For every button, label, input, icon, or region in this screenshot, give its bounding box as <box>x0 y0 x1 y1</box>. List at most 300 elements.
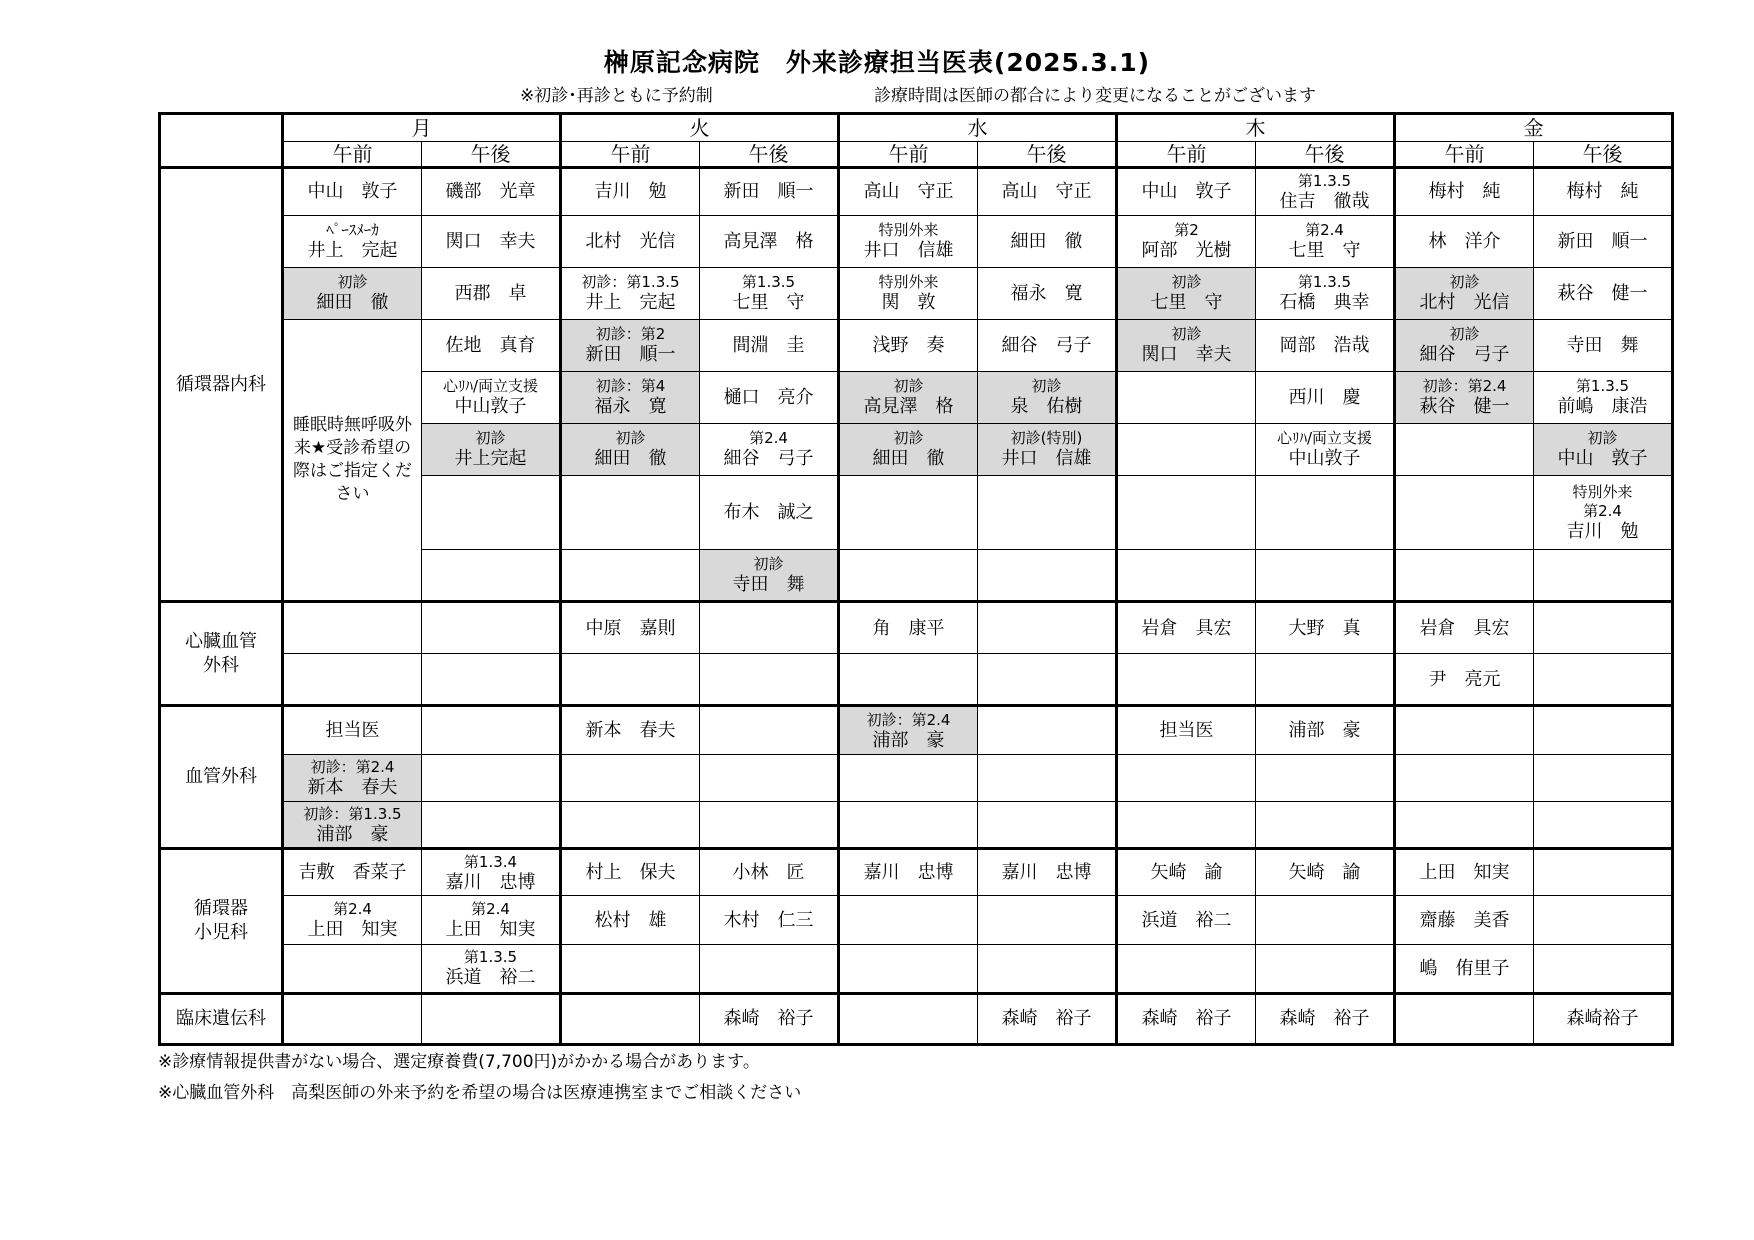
schedule-table <box>158 112 1674 1046</box>
schedule-cell <box>839 423 978 475</box>
schedule-note: 初診：第2.4 <box>310 758 395 777</box>
schedule-note: 第1.3.5 <box>1297 171 1352 190</box>
schedule-cell <box>700 215 839 267</box>
schedule-cell <box>700 550 839 602</box>
schedule-cell <box>1117 371 1256 423</box>
doctor-name: 新田 順一 <box>723 181 814 203</box>
schedule-cell <box>1256 267 1395 319</box>
doctor-name: 新本 春夫 <box>307 777 398 799</box>
schedule-cell <box>1117 215 1256 267</box>
doctor-name: 七里 守 <box>732 292 805 314</box>
dept-pediatric-cardiology <box>160 849 283 994</box>
schedule-cell <box>1534 849 1673 896</box>
doctor-name: 高見澤 格 <box>863 396 954 418</box>
half-header-row <box>160 141 1673 168</box>
schedule-cell <box>283 849 422 896</box>
schedule-cell <box>422 319 561 371</box>
doctor-name: 萩谷 健一 <box>1557 282 1648 304</box>
schedule-cell <box>1534 654 1673 706</box>
sleep-apnea-note <box>283 319 422 601</box>
table-row <box>160 215 1673 267</box>
table-row <box>160 944 1673 993</box>
schedule-note: 初診 <box>1031 377 1062 396</box>
doctor-name: 中原 嘉則 <box>585 617 676 639</box>
schedule-note: 初診 <box>1449 273 1480 292</box>
schedule-note: 特別外来 <box>1572 483 1633 502</box>
schedule-cell <box>422 215 561 267</box>
doctor-name: 七里 守 <box>1288 240 1361 262</box>
doctor-name: 森崎裕子 <box>1566 1008 1639 1030</box>
schedule-cell <box>1534 550 1673 602</box>
doctor-name: 浜道 裕二 <box>1141 909 1232 931</box>
doctor-name: 浦部 豪 <box>316 823 389 845</box>
doctor-name: 上田 知実 <box>307 919 398 941</box>
schedule-note: 初診 <box>1171 325 1202 344</box>
schedule-note: 初診 <box>1171 273 1202 292</box>
schedule-cell <box>1395 654 1534 706</box>
schedule-cell <box>839 896 978 945</box>
schedule-cell <box>422 475 561 549</box>
schedule-cell <box>700 319 839 371</box>
schedule-note: 初診：第2 <box>595 325 666 344</box>
doctor-name: 関口 幸夫 <box>1141 344 1232 366</box>
doctor-name: 井上 完起 <box>307 240 398 262</box>
doctor-name: 細谷 弓子 <box>723 448 814 470</box>
doctor-name: 担当医 <box>1159 720 1214 742</box>
doctor-name: 嶋 侑里子 <box>1419 957 1510 979</box>
schedule-cell <box>422 755 561 802</box>
doctor-name: 小林 匠 <box>732 862 805 884</box>
doctor-name: 浦部 豪 <box>1288 720 1361 742</box>
schedule-cell <box>1395 475 1534 549</box>
doctor-name: 細田 徹 <box>594 448 667 470</box>
doctor-name: 前嶋 康浩 <box>1557 396 1648 418</box>
schedule-cell <box>1256 944 1395 993</box>
schedule-cell <box>561 267 700 319</box>
schedule-note: 初診 <box>1449 325 1480 344</box>
schedule-cell <box>700 168 839 216</box>
doctor-name: 森崎 裕子 <box>1001 1008 1092 1030</box>
schedule-note: 初診 <box>337 273 368 292</box>
schedule-cell <box>978 896 1117 945</box>
doctor-name: 岩倉 具宏 <box>1419 617 1510 639</box>
schedule-cell <box>978 602 1117 654</box>
schedule-cell <box>422 654 561 706</box>
day-header-tue: 火 <box>561 114 839 142</box>
doctor-name: 上田 知実 <box>1419 862 1510 884</box>
schedule-cell <box>1256 602 1395 654</box>
schedule-cell <box>839 215 978 267</box>
schedule-cell <box>839 319 978 371</box>
schedule-cell <box>700 802 839 849</box>
doctor-name: 磯部 光章 <box>445 181 536 203</box>
doctor-name: 大野 真 <box>1288 617 1361 639</box>
schedule-cell <box>1256 654 1395 706</box>
schedule-note: 初診：第2.4 <box>866 710 951 729</box>
table-row <box>160 802 1673 849</box>
schedule-cell <box>1395 944 1534 993</box>
schedule-note: 第2.4 <box>1305 221 1344 240</box>
table-row <box>160 267 1673 319</box>
dept-label-line: 循環器 <box>194 898 248 920</box>
doctor-name: 中山敦子 <box>454 396 527 418</box>
schedule-cell <box>1256 896 1395 945</box>
doctor-name: 福永 寛 <box>594 396 667 418</box>
schedule-cell <box>978 849 1117 896</box>
schedule-cell <box>1395 168 1534 216</box>
schedule-cell <box>561 993 700 1044</box>
doctor-name: 新田 順一 <box>1557 230 1648 252</box>
doctor-name: 七里 守 <box>1150 292 1223 314</box>
footnote-surgery-consult: ※心臓血管外科 高梨医師の外来予約を希望の場合は医療連携室までご相談ください <box>158 1083 802 1103</box>
schedule-cell <box>700 706 839 755</box>
table-row <box>160 706 1673 755</box>
doctor-name: 寺田 舞 <box>1566 334 1639 356</box>
schedule-cell <box>700 849 839 896</box>
schedule-note: ﾍﾟｰｽﾒｰｶ <box>326 221 379 240</box>
doctor-name: 矢崎 諭 <box>1150 862 1223 884</box>
schedule-cell <box>700 755 839 802</box>
doctor-name: 嘉川 忠博 <box>445 871 536 893</box>
schedule-cell <box>283 267 422 319</box>
doctor-name: 高見澤 格 <box>723 230 814 252</box>
page-title: 榊原記念病院 外来診療担当医表(2025.3.1) <box>603 48 1151 77</box>
schedule-cell <box>700 896 839 945</box>
doctor-name: 細田 徹 <box>316 292 389 314</box>
doctor-name: 浜道 裕二 <box>445 967 536 989</box>
schedule-note: 特別外来 <box>878 221 939 240</box>
table-row <box>160 993 1673 1044</box>
schedule-cell <box>839 755 978 802</box>
doctor-name: 岩倉 具宏 <box>1141 617 1232 639</box>
schedule-cell <box>1534 755 1673 802</box>
schedule-cell <box>1395 755 1534 802</box>
schedule-note: 初診 <box>615 429 646 448</box>
schedule-cell <box>1395 215 1534 267</box>
schedule-cell <box>1534 706 1673 755</box>
doctor-name: 関口 幸夫 <box>445 230 536 252</box>
doctor-name: 阿部 光樹 <box>1141 240 1232 262</box>
schedule-cell <box>1395 802 1534 849</box>
schedule-note: 心ﾘﾊ/両立支援 <box>1276 429 1373 448</box>
schedule-cell <box>700 993 839 1044</box>
schedule-cell <box>1256 475 1395 549</box>
schedule-cell <box>978 267 1117 319</box>
doctor-name: 嘉川 忠博 <box>863 862 954 884</box>
schedule-cell <box>700 654 839 706</box>
schedule-note: 第1.3.5 <box>741 273 796 292</box>
doctor-name: 泉 佑樹 <box>1010 396 1083 418</box>
doctor-name: 布木 誠之 <box>723 502 814 524</box>
doctor-name: 関 敦 <box>881 292 936 314</box>
sleep-apnea-note-text: 睡眠時無呼吸外来★受診希望の際はご指定ください <box>293 415 412 505</box>
schedule-cell <box>1117 423 1256 475</box>
schedule-cell <box>1534 602 1673 654</box>
doctor-name: 浅野 奏 <box>872 334 945 356</box>
schedule-cell <box>1534 802 1673 849</box>
doctor-name: 中山 敦子 <box>1557 448 1648 470</box>
schedule-cell <box>839 168 978 216</box>
doctor-name: 松村 雄 <box>594 909 667 931</box>
schedule-cell <box>839 706 978 755</box>
reservation-note: ※初診･再診ともに予約制 <box>520 86 713 106</box>
doctor-name: 福永 寛 <box>1010 282 1083 304</box>
schedule-cell <box>422 423 561 475</box>
schedule-cell <box>1117 993 1256 1044</box>
doctor-name: 井口 信雄 <box>1001 448 1092 470</box>
doctor-name: 石橋 典幸 <box>1279 292 1370 314</box>
schedule-cell <box>1256 371 1395 423</box>
schedule-cell <box>561 319 700 371</box>
schedule-cell <box>1395 896 1534 945</box>
schedule-cell <box>1395 849 1534 896</box>
schedule-cell <box>422 896 561 945</box>
doctor-name: 嘉川 忠博 <box>1001 862 1092 884</box>
doctor-name: 森崎 裕子 <box>1141 1008 1232 1030</box>
schedule-cell <box>1534 944 1673 993</box>
schedule-note: 第1.3.5 <box>1297 273 1352 292</box>
day-header-thu: 木 <box>1117 114 1395 142</box>
doctor-name: 西郡 卓 <box>454 282 527 304</box>
schedule-cell <box>1395 602 1534 654</box>
doctor-name: 木村 仁三 <box>723 909 814 931</box>
schedule-cell <box>561 896 700 945</box>
schedule-note: 第1.3.4 <box>463 852 518 871</box>
schedule-cell <box>561 168 700 216</box>
schedule-note: 第2.4 <box>471 900 510 919</box>
doctor-name: 住吉 徹哉 <box>1279 190 1370 212</box>
schedule-cell <box>839 993 978 1044</box>
schedule-cell <box>1117 654 1256 706</box>
schedule-cell <box>1117 944 1256 993</box>
schedule-note: 第2.4 <box>749 429 788 448</box>
schedule-cell <box>283 755 422 802</box>
schedule-cell <box>700 423 839 475</box>
dept-clinical-genetics: 臨床遺伝科 <box>160 993 283 1044</box>
schedule-cell <box>1534 475 1673 549</box>
schedule-cell <box>1256 319 1395 371</box>
schedule-cell <box>1117 849 1256 896</box>
dept-cardiology: 循環器内科 <box>160 168 283 602</box>
schedule-cell <box>700 475 839 549</box>
schedule-cell <box>978 475 1117 549</box>
doctor-name: 佐地 真育 <box>445 334 536 356</box>
doctor-name: 井口 信雄 <box>863 240 954 262</box>
schedule-cell <box>283 802 422 849</box>
schedule-cell <box>422 550 561 602</box>
schedule-cell <box>978 944 1117 993</box>
schedule-change-note: 診療時間は医師の都合により変更になることがございます <box>874 86 1316 106</box>
half-header-fri-am: 午前 <box>1395 141 1534 168</box>
day-header-wed: 水 <box>839 114 1117 142</box>
schedule-cell <box>1534 896 1673 945</box>
schedule-cell <box>1395 267 1534 319</box>
table-row <box>160 755 1673 802</box>
doctor-name: 萩谷 健一 <box>1419 396 1510 418</box>
doctor-name: 尹 亮元 <box>1428 668 1501 690</box>
schedule-note: 第2.4 <box>333 900 372 919</box>
doctor-name: 村上 保夫 <box>585 862 676 884</box>
table-row <box>160 849 1673 896</box>
doctor-name: 中山 敦子 <box>307 181 398 203</box>
doctor-name: 西川 慶 <box>1288 386 1361 408</box>
schedule-cell <box>283 654 422 706</box>
schedule-cell <box>422 849 561 896</box>
table-row <box>160 896 1673 945</box>
schedule-note: 初診：第4 <box>595 377 666 396</box>
schedule-note: 初診 <box>1587 429 1618 448</box>
half-header-thu-am: 午前 <box>1117 141 1256 168</box>
schedule-note: 初診 <box>893 429 924 448</box>
doctor-name: 梅村 純 <box>1428 181 1501 203</box>
doctor-name: 齋藤 美香 <box>1419 909 1510 931</box>
schedule-cell <box>422 602 561 654</box>
schedule-cell <box>1256 849 1395 896</box>
schedule-cell <box>422 706 561 755</box>
schedule-cell <box>422 168 561 216</box>
schedule-cell <box>422 371 561 423</box>
schedule-cell <box>561 849 700 896</box>
schedule-cell <box>1395 423 1534 475</box>
schedule-cell <box>283 168 422 216</box>
doctor-name: 間淵 圭 <box>732 334 805 356</box>
doctor-name: 矢崎 諭 <box>1288 862 1361 884</box>
doctor-name: 森崎 裕子 <box>723 1008 814 1030</box>
doctor-name: 吉川 勉 <box>594 181 667 203</box>
schedule-cell <box>1256 802 1395 849</box>
schedule-cell <box>283 993 422 1044</box>
schedule-cell <box>1534 423 1673 475</box>
schedule-note: 初診：第1.3.5 <box>303 804 402 823</box>
doctor-name: 高山 守正 <box>1001 181 1092 203</box>
table-row <box>160 319 1673 371</box>
doctor-name: 林 洋介 <box>1428 230 1501 252</box>
table-row <box>160 168 1673 216</box>
schedule-cell <box>978 371 1117 423</box>
schedule-note: 初診：第2.4 <box>1422 377 1507 396</box>
schedule-cell <box>1395 706 1534 755</box>
schedule-cell <box>700 267 839 319</box>
schedule-cell <box>839 267 978 319</box>
day-header-mon: 月 <box>283 114 561 142</box>
corner-cell <box>160 114 283 168</box>
schedule-cell <box>978 802 1117 849</box>
schedule-cell <box>1534 267 1673 319</box>
doctor-name: 細田 徹 <box>872 448 945 470</box>
schedule-cell <box>1534 993 1673 1044</box>
dept-label-line: 外科 <box>203 654 239 676</box>
doctor-name: 吉川 勉 <box>1566 521 1639 543</box>
doctor-name: 高山 守正 <box>863 181 954 203</box>
schedule-cell <box>1256 168 1395 216</box>
dept-vascular-surgery: 血管外科 <box>160 706 283 849</box>
schedule-cell <box>978 423 1117 475</box>
schedule-cell <box>839 802 978 849</box>
footnote-referral-fee: ※診療情報提供書がない場合、選定療養費(7,700円)がかかる場合があります。 <box>158 1052 760 1072</box>
schedule-cell <box>1117 706 1256 755</box>
schedule-cell <box>700 371 839 423</box>
half-header-wed-am: 午前 <box>839 141 978 168</box>
doctor-name: 担当医 <box>325 720 380 742</box>
schedule-cell <box>978 168 1117 216</box>
schedule-note: 初診 <box>753 555 784 574</box>
schedule-cell <box>700 602 839 654</box>
schedule-cell <box>1256 215 1395 267</box>
schedule-cell <box>700 944 839 993</box>
schedule-cell <box>561 802 700 849</box>
schedule-cell <box>1256 550 1395 602</box>
schedule-cell <box>1117 602 1256 654</box>
schedule-cell <box>1395 371 1534 423</box>
schedule-cell <box>1256 423 1395 475</box>
schedule-cell <box>839 602 978 654</box>
doctor-name: 吉敷 香菜子 <box>298 862 407 884</box>
schedule-note: 心ﾘﾊ/両立支援 <box>442 377 539 396</box>
schedule-cell <box>978 993 1117 1044</box>
schedule-cell <box>1117 755 1256 802</box>
schedule-note: 特別外来 <box>878 273 939 292</box>
schedule-cell <box>839 849 978 896</box>
schedule-note: 初診(特別) <box>1010 429 1083 448</box>
day-header-fri: 金 <box>1395 114 1673 142</box>
schedule-note: 初診 <box>893 377 924 396</box>
doctor-name: 井上完起 <box>454 448 527 470</box>
half-header-tue-am: 午前 <box>561 141 700 168</box>
schedule-cell <box>978 706 1117 755</box>
schedule-cell <box>283 215 422 267</box>
schedule-cell <box>422 993 561 1044</box>
schedule-cell <box>1256 755 1395 802</box>
schedule-cell <box>422 944 561 993</box>
schedule-cell <box>561 944 700 993</box>
schedule-cell <box>561 755 700 802</box>
doctor-name: 角 康平 <box>872 617 945 639</box>
doctor-name: 寺田 舞 <box>732 574 805 596</box>
schedule-cell <box>1395 993 1534 1044</box>
doctor-name: 中山 敦子 <box>1141 181 1232 203</box>
half-header-thu-pm: 午後 <box>1256 141 1395 168</box>
doctor-name: 森崎 裕子 <box>1279 1008 1370 1030</box>
schedule-cell <box>1117 168 1256 216</box>
doctor-name: 細田 徹 <box>1010 230 1083 252</box>
schedule-note: 初診：第1.3.5 <box>581 273 680 292</box>
schedule-cell <box>422 267 561 319</box>
doctor-name: 中山敦子 <box>1288 448 1361 470</box>
schedule-cell <box>561 371 700 423</box>
schedule-cell <box>1395 550 1534 602</box>
schedule-cell <box>1534 168 1673 216</box>
schedule-note: 第2 <box>1174 221 1199 240</box>
schedule-cell <box>1117 319 1256 371</box>
doctor-name: 樋口 亮介 <box>723 386 814 408</box>
schedule-cell <box>1256 993 1395 1044</box>
doctor-name: 新本 春夫 <box>585 720 676 742</box>
table-row <box>160 602 1673 654</box>
schedule-cell <box>839 944 978 993</box>
doctor-name: 細谷 弓子 <box>1419 344 1510 366</box>
doctor-name: 北村 光信 <box>585 230 676 252</box>
dept-cardiovascular-surgery <box>160 602 283 706</box>
schedule-cell <box>1117 475 1256 549</box>
schedule-note: 第1.3.5 <box>463 948 518 967</box>
doctor-name: 北村 光信 <box>1419 292 1510 314</box>
schedule-cell <box>283 896 422 945</box>
schedule-cell <box>839 654 978 706</box>
doctor-name: 細谷 弓子 <box>1001 334 1092 356</box>
schedule-cell <box>978 654 1117 706</box>
schedule-cell <box>978 755 1117 802</box>
dept-label-line: 小児科 <box>194 922 248 944</box>
